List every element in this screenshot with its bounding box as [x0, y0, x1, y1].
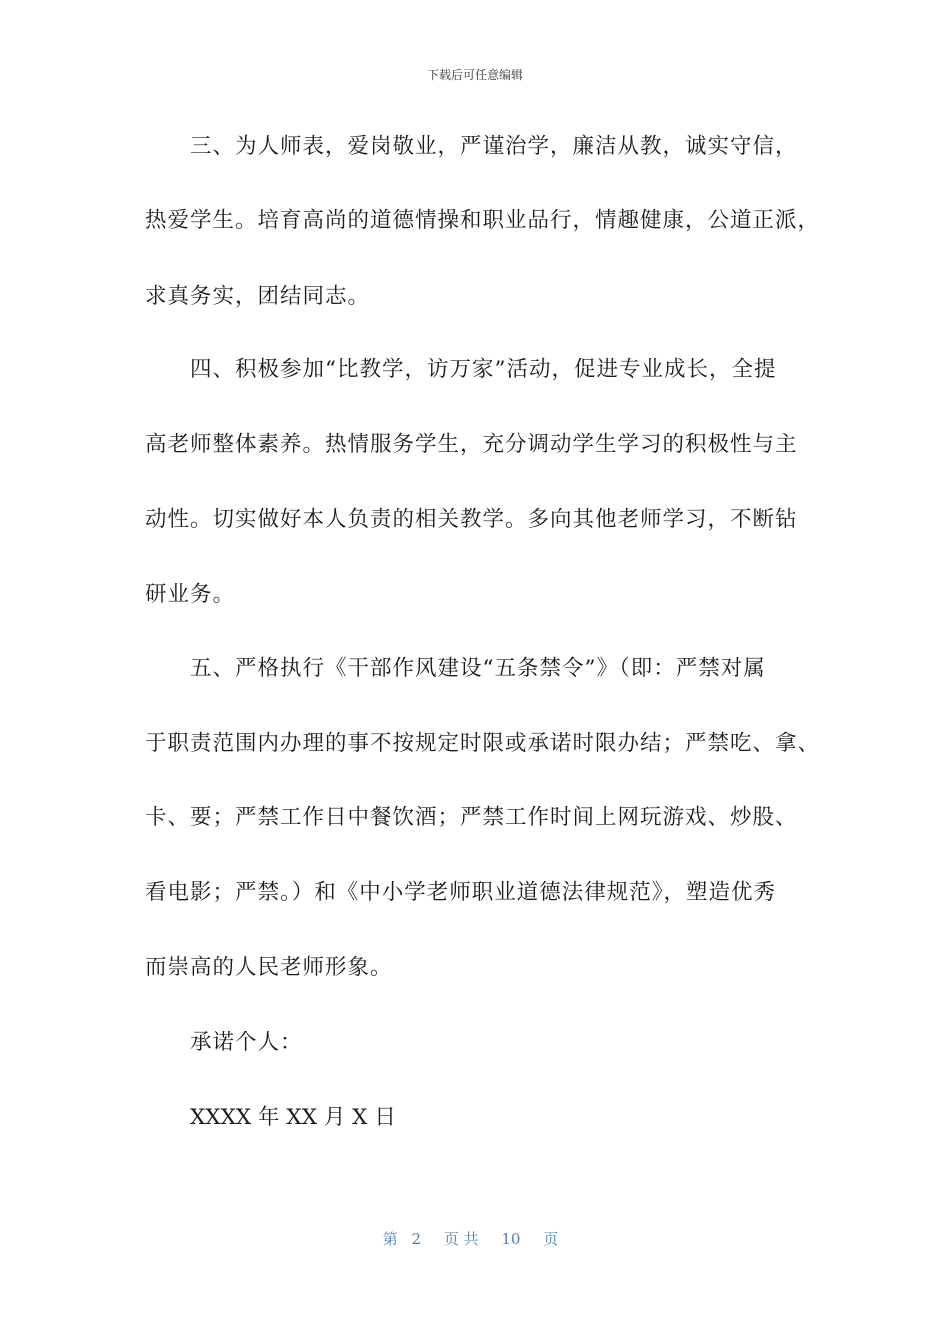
page-footer: [0, 1228, 950, 1249]
paragraph-3-line-3: 求真务实，团结同志。: [145, 284, 371, 309]
footer-prefix: 第: [382, 1230, 398, 1248]
paragraph-4-line-1: 四、积极参加“比教学，访万家”活动，促进专业成长，全提: [190, 357, 777, 382]
paragraph-5-line-2: 于职责范围内办理的事不按规定时限或承诺时限办结；严禁吃、拿、: [145, 731, 821, 756]
paragraph-5-line-1: 五、严格执行《干部作风建设“五条禁令”》（即：严禁对属: [190, 656, 766, 681]
footer-current-page: 2: [411, 1230, 422, 1248]
paragraph-3-line-1: 三、为人师表，爱岗敬业，严谨治学，廉洁从教，诚实守信，: [190, 134, 798, 159]
paragraph-5-line-3: 卡、要；严禁工作日中餐饮酒；严禁工作时间上网玩游戏、炒股、: [145, 805, 798, 830]
footer-suffix: 页: [543, 1230, 559, 1248]
date-line: XXXX 年 XX 月 X 日: [190, 1105, 396, 1130]
paragraph-4-line-4: 研业务。: [145, 582, 236, 607]
footer-middle: 页 共: [443, 1230, 479, 1248]
paragraph-5-line-4: 看电影；严禁。）和《中小学老师职业道德法律规范》，塑造优秀: [145, 880, 777, 905]
signature-label: 承诺个人：: [190, 1030, 303, 1055]
paragraph-4-line-2: 高老师整体素养。热情服务学生，充分调动学生学习的积极性与主: [145, 432, 798, 457]
paragraph-3-line-2: 热爱学生。培育高尚的道德情操和职业品行，情趣健康，公道正派，: [145, 208, 821, 233]
footer-total-pages: 10: [501, 1230, 521, 1248]
paragraph-5-line-5: 而崇高的人民老师形象。: [145, 955, 393, 980]
paragraph-4-line-3: 动性。切实做好本人负责的相关教学。多向其他老师学习，不断钻: [145, 507, 798, 532]
page-header: 下载后可任意编辑: [426, 68, 523, 82]
